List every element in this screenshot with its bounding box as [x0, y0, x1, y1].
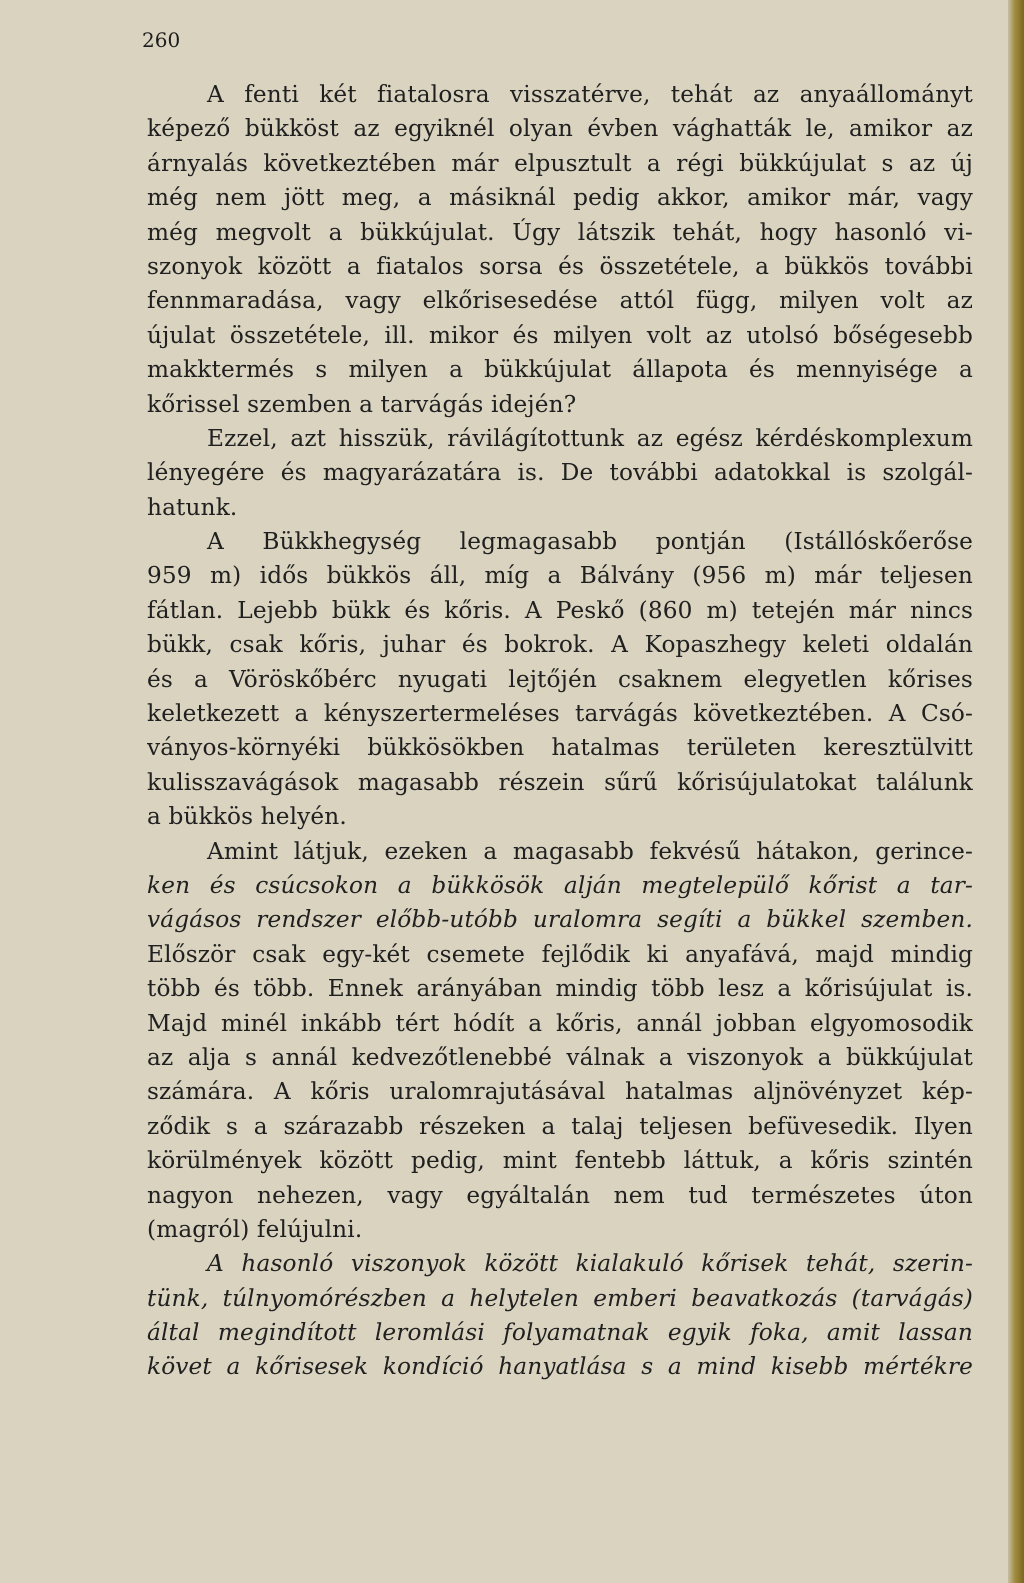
text-line: körülmények között pedig, mint fentebb láttuk, a kőris szintén — [147, 1147, 973, 1175]
text-line: még nem jött meg, a másiknál pedig akkor, amikor már, vagy — [147, 184, 973, 212]
text-line: újulat összetétele, ill. mikor és milyen volt az utolsó bőségesebb — [147, 321, 973, 349]
text-line: fennmaradása, vagy elkőrisesedése attól függ, milyen volt az — [147, 287, 973, 315]
text-line: a bükkös helyén. — [147, 803, 347, 831]
text-line: bükk, csak kőris, juhar és bokrok. A Kopaszhegy keleti oldalán — [147, 631, 973, 659]
text-line: Először csak egy-két csemete fejlődik ki anyafává, majd mindig — [147, 940, 973, 968]
text-line: Majd minél inkább tért hódít a kőris, annál jobban elgyomosodik — [147, 1009, 973, 1037]
text-line: követ a kőrisesek kondíció hanyatlása s a mind kisebb mértékre — [147, 1353, 973, 1381]
text-line: még megvolt a bükkújulat. Úgy látszik tehát, hogy hasonló vi- — [147, 218, 973, 246]
page-number: 260 — [142, 28, 181, 52]
text-line: ken és csúcsokon a bükkösök alján megtelepülő kőrist a tar- — [147, 871, 973, 899]
text-line: ványos-környéki bükkösökben hatalmas területen keresztülvitt — [147, 734, 973, 762]
text-line: ződik s a szárazabb részeken a talaj teljesen befüvesedik. Ilyen — [147, 1112, 973, 1140]
text-line: több és több. Ennek arányában mindig több lesz a kőrisújulat is. — [147, 975, 973, 1003]
text-line: fátlan. Lejebb bükk és kőris. A Peskő (860 m) tetején már nincs — [147, 596, 973, 624]
text-line: A fenti két fiatalosra visszatérve, tehát az anyaállományt — [207, 81, 973, 108]
text-line: makktermés s milyen a bükkújulat állapota és mennyisége a — [147, 356, 973, 384]
text-line: A hasonló viszonyok között kialakuló kőrisek tehát, szerin- — [207, 1250, 973, 1278]
text-line: és a Vöröskőbérc nyugati lejtőjén csaknem elegyetlen kőrises — [147, 665, 973, 693]
text-line: árnyalás következtében már elpusztult a régi bükkújulat s az új — [147, 149, 973, 177]
text-line: által megindított leromlási folyamatnak egyik foka, amit lassan — [147, 1319, 973, 1347]
text-line: A Bükkhegység legmagasabb pontján (Istállóskőerőse — [207, 528, 973, 556]
text-line: kulisszavágások magasabb részein sűrű kőrisújulatokat találunk — [147, 768, 973, 796]
text-line: tünk, túlnyomórészben a helytelen emberi beavatkozás (tarvágás) — [147, 1284, 973, 1312]
text-line: 959 m) idős bükkös áll, míg a Bálvány (956 m) már teljesen — [147, 562, 973, 590]
text-line: az alja s annál kedvezőtlenebbé válnak a viszonyok a bükkújulat — [147, 1043, 973, 1071]
body-text — [147, 78, 973, 1385]
page-edge — [1008, 0, 1024, 1583]
text-line: lényegére és magyarázatára is. De további adatokkal is szolgál- — [147, 459, 973, 487]
text-line: Amint látjuk, ezeken a magasabb fekvésű hátakon, gerince- — [207, 837, 973, 865]
text-line: vágásos rendszer előbb-utóbb uralomra segíti a bükkel szemben. — [147, 906, 973, 934]
text-line: nagyon nehezen, vagy egyáltalán nem tud természetes úton — [147, 1181, 973, 1209]
text-line: hatunk. — [147, 493, 238, 521]
text-line: keletkezett a kényszertermeléses tarvágás következtében. A Csó- — [147, 700, 973, 728]
text-line: (magról) felújulni. — [147, 1215, 363, 1243]
text-line: képező bükköst az egyiknél olyan évben vághatták le, amikor az — [147, 115, 973, 143]
text-line: számára. A kőris uralomrajutásával hatalmas aljnövényzet kép- — [147, 1078, 973, 1106]
text-line: Ezzel, azt hisszük, rávilágítottunk az egész kérdéskomplexum — [207, 424, 973, 452]
text-line: kőrissel szemben a tarvágás idején? — [147, 390, 577, 418]
text-line: szonyok között a fiatalos sorsa és összetétele, a bükkös további — [147, 252, 973, 280]
